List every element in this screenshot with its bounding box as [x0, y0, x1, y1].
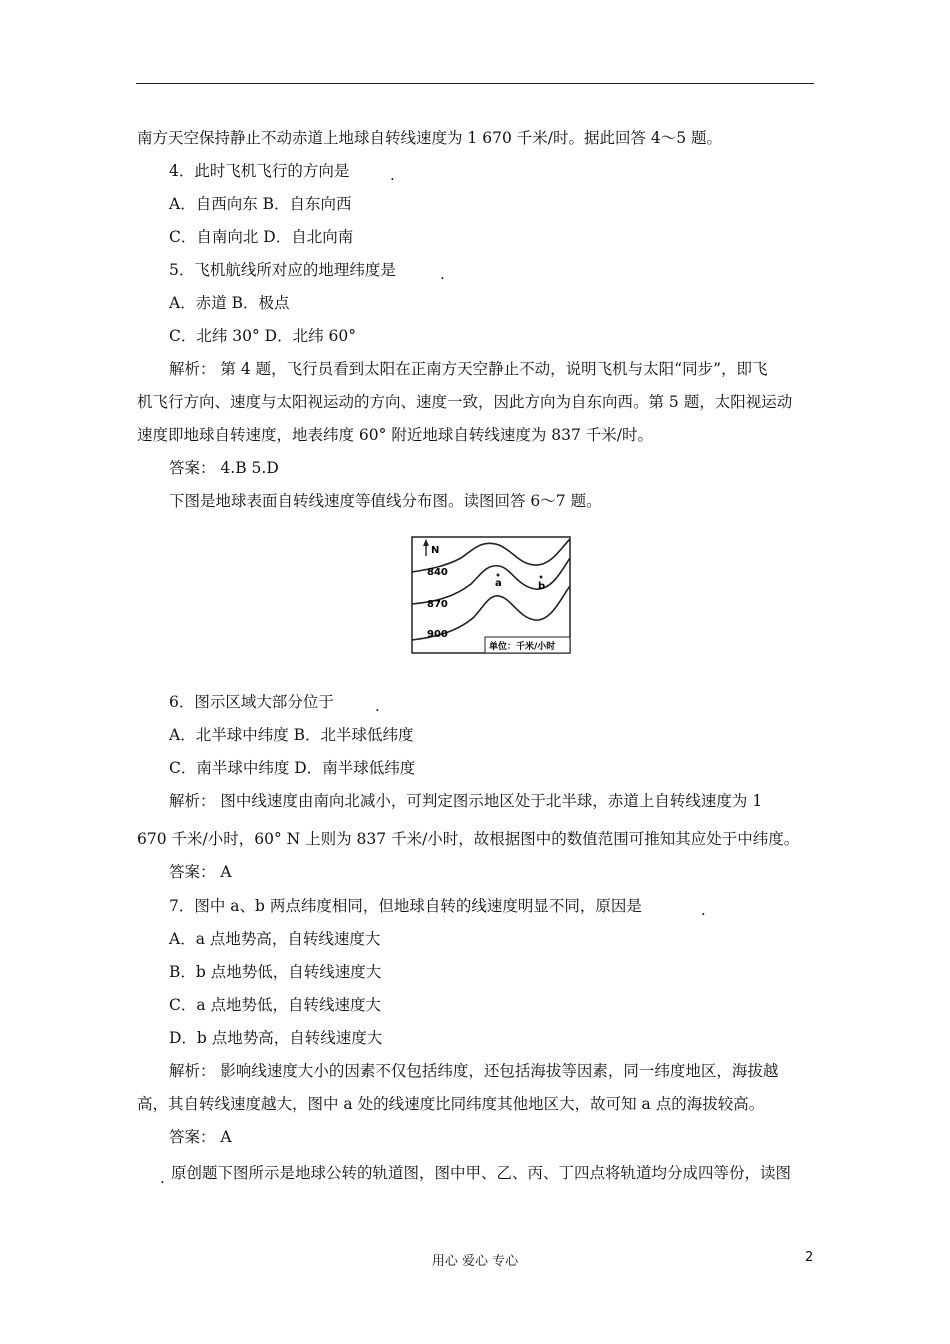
option-line: A．北半球中纬度 B．北半球低纬度: [169, 726, 414, 744]
answer-blank-dot: .: [390, 166, 395, 184]
option-line: C．a 点地势低，自转线速度大: [169, 996, 382, 1014]
option-line: D．b 点地势高，自转线速度大: [169, 1029, 383, 1047]
header-rule: [136, 83, 814, 84]
question-6: 6．图示区域大部分位于: [169, 693, 334, 711]
page-number: 2: [805, 1250, 814, 1265]
question-5: 5．飞机航线所对应的地理纬度是: [169, 261, 396, 279]
option-line: B．b 点地势低，自转线速度大: [169, 963, 382, 981]
question-7: 7．图中 a、b 两点纬度相同，但地球自转的线速度明显不同，原因是: [169, 897, 642, 915]
option-line: C．北纬 30° D．北纬 60°: [169, 327, 357, 345]
analysis-line: 解析： 图中线速度由南向北减小，可判定图示地区处于北半球，赤道上自转线速度为 1: [169, 792, 763, 810]
option-line: C．自南向北 D．自北向南: [169, 228, 354, 246]
analysis-line: 高，其自转线速度越大，图中 a 处的线速度比同纬度其他地区大，故可知 a 点的海拔较高。: [137, 1095, 765, 1113]
analysis-line: 670 千米/小时，60° N 上则为 837 千米/小时，故根据图中的数值范围可推知其应处于中纬度。: [137, 830, 800, 848]
question-4: 4．此时飞机飞行的方向是: [169, 162, 350, 180]
paragraph-dot: .: [160, 1169, 165, 1187]
point-b-marker: [540, 576, 543, 579]
answer-line: 答案： A: [169, 863, 232, 881]
analysis-line: 解析： 第 4 题，飞行员看到太阳在正南方天空静止不动，说明飞机与太阳“同步”，即飞: [169, 360, 768, 378]
answer-blank-dot: .: [701, 901, 706, 919]
point-a-marker: [497, 574, 500, 577]
contour-label-900: 900: [427, 629, 448, 640]
north-label: N: [431, 545, 440, 556]
analysis-line: 速度即地球自转速度，地表纬度 60° 附近地球自转线速度为 837 千米/时。: [137, 426, 653, 444]
unit-label: 单位：千米/小时: [489, 642, 556, 652]
option-line: A．a 点地势高，自转线速度大: [169, 930, 381, 948]
option-line: A．赤道 B．极点: [169, 294, 290, 312]
isoline-figure: [411, 536, 571, 654]
answer-line: 答案： 4.B 5.D: [169, 459, 279, 477]
point-a-label: a: [495, 578, 502, 589]
answer-line: 答案： A: [169, 1128, 232, 1146]
option-line: A．自西向东 B．自东向西: [169, 195, 352, 213]
contour-label-870: 870: [427, 599, 448, 610]
option-line: C．南半球中纬度 D．南半球低纬度: [169, 759, 416, 777]
page-footer: 用心 爱心 专心: [431, 1254, 519, 1269]
north-arrow-icon: [423, 539, 429, 546]
text-line: 原创题下图所示是地球公转的轨道图，图中甲、乙、丙、丁四点将轨道均分成四等份，读图: [171, 1164, 792, 1182]
point-b-label: b: [538, 581, 546, 592]
answer-blank-dot: .: [440, 265, 445, 283]
answer-blank-dot: .: [375, 697, 380, 715]
analysis-line: 机飞行方向、速度与太阳视运动的方向、速度一致，因此方向为自东向西。第 5 题，太阳视运动: [137, 393, 793, 411]
text-line: 南方天空保持静止不动赤道上地球自转线速度为 1 670 千米/时。据此回答 4～5 题。: [137, 129, 723, 147]
figure-intro: 下图是地球表面自转线速度等值线分布图。读图回答 6～7 题。: [169, 492, 602, 510]
contour-label-840: 840: [427, 567, 448, 578]
analysis-line: 解析： 影响线速度大小的因素不仅包括纬度，还包括海拔等因素，同一纬度地区，海拔越: [169, 1062, 779, 1080]
